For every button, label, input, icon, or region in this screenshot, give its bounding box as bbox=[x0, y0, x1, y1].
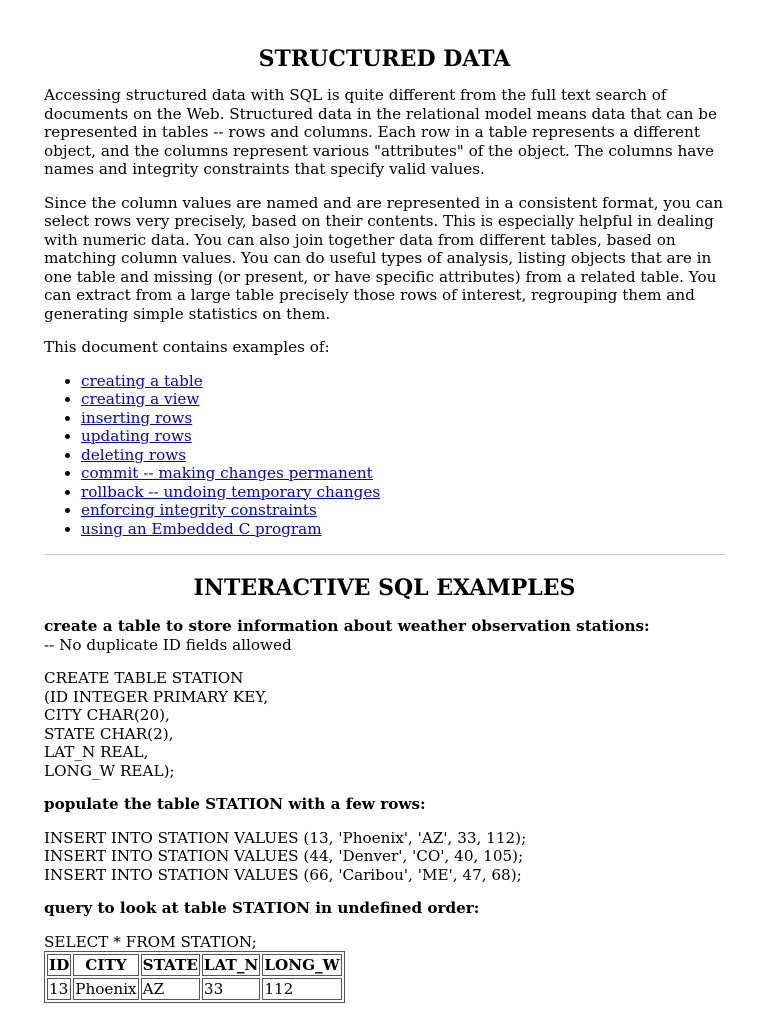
table-cell: 112 bbox=[262, 978, 341, 1000]
query-code: SELECT * FROM STATION; bbox=[44, 932, 257, 951]
link-updating-rows[interactable]: updating rows bbox=[81, 427, 192, 445]
station-table bbox=[44, 951, 345, 1003]
table-header-row bbox=[47, 954, 342, 976]
intro-paragraph-1: Accessing structured data with SQL is quite different from the full text search of documents on the Web. Structured data in the relational model means data that can be represented in tables -- rows and columns. Each row in a table represents a different object, and the columns represent various "attributes" of the object. The columns have names and integrity constraints that specify valid values. bbox=[44, 86, 717, 178]
list-item bbox=[81, 409, 725, 428]
column-header-city: CITY bbox=[73, 954, 138, 976]
table-cell: 13 bbox=[47, 978, 71, 1000]
link-deleting-rows[interactable]: deleting rows bbox=[81, 445, 187, 464]
create-table-code bbox=[44, 669, 725, 780]
code-line: INSERT INTO STATION VALUES (44, 'Denver', 'CO', 40, 105); bbox=[44, 847, 524, 865]
column-header-lat: LAT_N bbox=[203, 956, 259, 974]
create-table-heading: create a table to store information about weather observation stations: bbox=[44, 617, 650, 635]
list-item bbox=[81, 501, 725, 520]
intro-paragraph-2: Since the column values are named and are represented in a consistent format, you can select rows very precisely, based on their contents. This is especially helpful in dealing with numeric data. You can also join together data from different tables, based on matching column values. You can do useful types of analysis, listing objects that are in one table and missing (or present, or have specific attributes) from a related table. You can extract from a large table precisely those rows of interest, regrouping them and generating simple statistics on them. bbox=[44, 193, 724, 323]
list-item bbox=[81, 483, 725, 502]
code-line: INSERT INTO STATION VALUES (66, 'Caribou', 'ME', 47, 68); bbox=[44, 865, 522, 884]
query-heading: query to look at table STATION in undefined order: bbox=[44, 899, 480, 917]
list-item bbox=[81, 390, 725, 409]
code-line: (ID INTEGER PRIMARY KEY, bbox=[44, 687, 269, 706]
list-item bbox=[81, 446, 725, 465]
link-creating-table[interactable]: creating a table bbox=[81, 371, 203, 390]
list-item bbox=[81, 464, 725, 483]
examples-link-list bbox=[44, 372, 725, 539]
link-integrity-constraints[interactable]: enforcing integrity constraints bbox=[81, 501, 317, 519]
table-cell: 33 bbox=[202, 978, 260, 1000]
column-header-state: STATE bbox=[142, 956, 198, 974]
link-commit[interactable]: commit -- making changes permanent bbox=[81, 464, 373, 482]
table-cell: AZ bbox=[141, 978, 200, 1000]
code-line: STATE CHAR(2), bbox=[44, 724, 174, 743]
code-line: LONG_W REAL); bbox=[44, 761, 175, 780]
link-inserting-rows[interactable]: inserting rows bbox=[81, 408, 193, 427]
insert-code bbox=[44, 829, 725, 885]
code-line: LAT_N REAL, bbox=[44, 743, 149, 761]
link-embedded-c[interactable]: using an Embedded C program bbox=[81, 519, 322, 538]
code-line: CREATE TABLE STATION bbox=[44, 669, 244, 687]
list-item bbox=[81, 520, 725, 539]
table-cell: Phoenix bbox=[75, 980, 137, 998]
column-header-long: LONG_W bbox=[264, 956, 340, 974]
section-title: INTERACTIVE SQL EXAMPLES bbox=[193, 575, 576, 601]
populate-heading: populate the table STATION with a few rows: bbox=[44, 795, 426, 813]
intro-paragraph-3: This document contains examples of: bbox=[44, 338, 330, 356]
column-header-id: ID bbox=[49, 956, 70, 974]
link-creating-view[interactable]: creating a view bbox=[81, 390, 200, 408]
code-line: CITY CHAR(20), bbox=[44, 706, 170, 724]
link-rollback[interactable]: rollback -- undoing temporary changes bbox=[81, 482, 381, 501]
code-line: INSERT INTO STATION VALUES (13, 'Phoenix', 'AZ', 33, 112); bbox=[44, 828, 527, 847]
list-item bbox=[81, 427, 725, 446]
list-item bbox=[81, 372, 725, 391]
create-table-note: -- No duplicate ID fields allowed bbox=[44, 635, 292, 654]
table-row bbox=[47, 978, 342, 1000]
section-divider bbox=[44, 554, 725, 555]
page-title: STRUCTURED DATA bbox=[258, 46, 511, 72]
